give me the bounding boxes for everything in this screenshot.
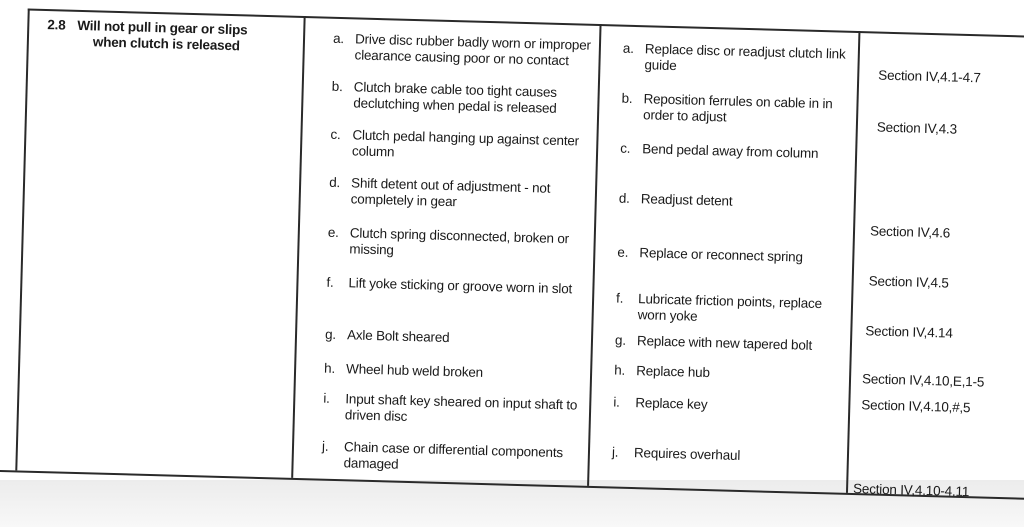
remedy-marker: f.	[615, 290, 624, 306]
remedy-marker: b.	[621, 90, 633, 106]
remedy-text: Replace or reconnect spring	[639, 245, 803, 265]
remedy-item-i	[613, 395, 841, 417]
remedy-item-h	[614, 363, 842, 385]
cause-item-a	[332, 31, 603, 70]
remedy-item-d	[619, 191, 847, 213]
section-number: 2.8	[47, 17, 66, 33]
cause-text: Clutch spring disconnected, broken or missing	[349, 225, 570, 258]
cause-text: Clutch brake cable too tight causes declutching when pedal is released	[353, 79, 558, 116]
cause-text: Lift yoke sticking or groove worn in slot	[348, 275, 573, 297]
cause-text: Wheel hub weld broken	[345, 361, 484, 380]
remedy-item-c	[620, 141, 848, 163]
table-left-border	[15, 9, 29, 471]
cause-text: Drive disc rubber badly worn or improper clearance causing poor or no contact	[354, 31, 592, 69]
remedy-text: Readjust detent	[640, 191, 733, 209]
remedy-text: Replace key	[635, 395, 708, 413]
reference-b: Section IV,4.3	[876, 119, 958, 137]
cause-marker: c.	[330, 126, 341, 143]
remedy-marker: d.	[618, 190, 630, 206]
section-title-line1: Will not pull in gear or slips	[77, 17, 248, 38]
remedy-text: Lubricate friction points, replace worn yoke	[637, 291, 823, 324]
reference-e: Section IV,4.5	[868, 273, 949, 291]
remedy-marker: e.	[617, 244, 629, 260]
cause-item-g	[325, 327, 595, 350]
reference-a: Section IV,4.1-4.7	[878, 67, 981, 86]
reference-g: Section IV,4.10,E,1-5	[861, 371, 985, 390]
reference-d: Section IV,4.6	[869, 223, 951, 241]
cause-item-h	[324, 361, 594, 384]
column-divider-causes	[291, 16, 305, 478]
remedy-item-f	[615, 291, 844, 329]
cause-marker: b.	[331, 78, 343, 95]
remedy-text: Replace with new tapered bolt	[636, 333, 813, 353]
cause-marker: f.	[326, 274, 334, 290]
cause-marker: d.	[328, 174, 341, 191]
remedy-marker: a.	[622, 40, 634, 56]
cause-marker: h.	[323, 360, 336, 376]
cause-marker: e.	[327, 224, 339, 241]
cause-item-b	[331, 79, 592, 118]
cause-item-d	[329, 175, 580, 214]
reference-j: Section IV,4.10-4.11	[852, 481, 970, 500]
remedy-marker: i.	[613, 394, 620, 410]
remedy-text: Reposition ferrules on cable in in order to adjust	[642, 91, 833, 125]
section-title-line2: when clutch is released	[92, 34, 241, 54]
cause-text: Chain case or differential components damaged	[343, 439, 564, 472]
reference-f: Section IV,4.14	[865, 323, 953, 341]
remedy-marker: g.	[614, 332, 627, 348]
cause-item-i	[323, 391, 584, 430]
remedy-text: Requires overhaul	[633, 445, 741, 463]
remedy-item-j	[612, 445, 840, 467]
remedy-item-e	[617, 245, 845, 267]
remedy-item-b	[621, 91, 850, 129]
cause-item-f	[326, 275, 596, 298]
remedy-text: Bend pedal away from column	[642, 141, 819, 161]
remedy-item-g	[615, 333, 847, 355]
remedy-marker: j.	[611, 444, 619, 460]
cause-text: Input shaft key sheared on input shaft to driven disc	[344, 391, 578, 424]
remedy-item-a	[622, 41, 851, 79]
remedy-text: Replace disc or readjust clutch link guide	[644, 41, 846, 74]
cause-item-c	[330, 127, 601, 166]
cause-text: Axle Bolt sheared	[346, 327, 450, 346]
reference-h: Section IV,4.10,#,5	[861, 397, 971, 416]
cause-item-e	[327, 225, 588, 264]
cause-marker: j.	[321, 438, 329, 454]
remedy-text: Replace hub	[636, 363, 710, 381]
remedy-marker: c.	[620, 140, 631, 156]
cause-item-j	[321, 439, 582, 478]
cause-marker: a.	[332, 30, 345, 47]
cause-text: Shift detent out of adjustment - not completely in gear	[350, 175, 551, 210]
cause-marker: g.	[324, 326, 337, 342]
remedy-marker: h.	[614, 362, 626, 378]
cause-marker: i.	[323, 390, 330, 406]
cause-text: Clutch pedal hanging up against center column	[351, 127, 580, 160]
